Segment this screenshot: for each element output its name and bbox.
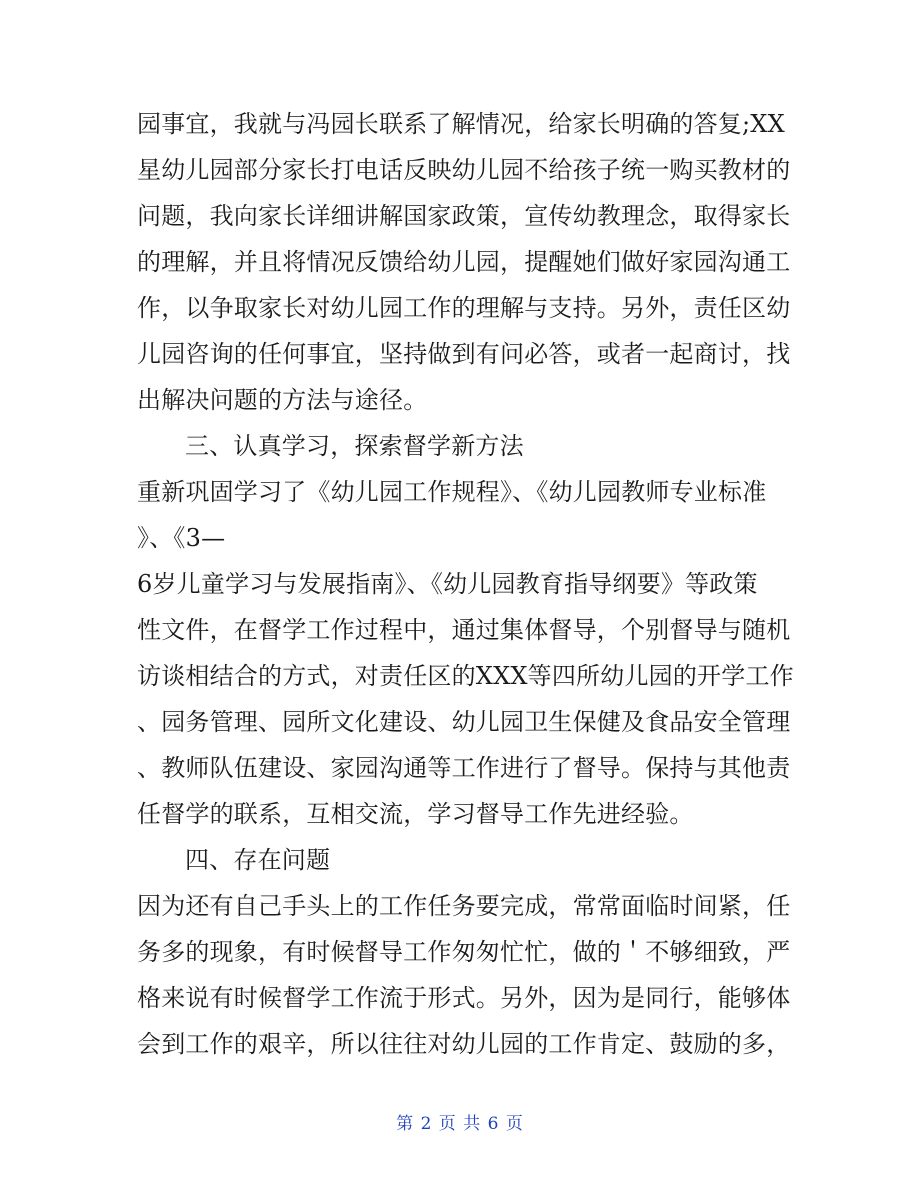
paragraph-line: 星幼儿园部分家长打电话反映幼儿园不给孩子统一购买教材的: [137, 156, 791, 184]
paragraph-line: 、园务管理、园所文化建设、幼儿园卫生保健及食品安全管理: [137, 708, 791, 736]
paragraph-line: 访谈相结合的方式，对责任区的XXX等四所幼儿园的开学工作: [137, 662, 794, 690]
paragraph-line: 出解决问题的方法与途径。: [137, 386, 428, 414]
paragraph-line: 园事宜，我就与冯园长联系了解情况，给家长明确的答复;XX: [137, 110, 785, 138]
paragraph-line: 的理解，并且将情况反馈给幼儿园，提醒她们做好家园沟通工: [137, 248, 791, 276]
paragraph-line: 任督学的联系，互相交流，学习督导工作先进经验。: [137, 800, 694, 828]
section-heading: 三、认真学习，探索督学新方法: [185, 432, 524, 460]
paragraph-line: 儿园咨询的任何事宜，坚持做到有问必答，或者一起商讨，找: [137, 340, 791, 368]
page-number-footer: 第 2 页 共 6 页: [396, 1114, 524, 1134]
paragraph-line: 、教师队伍建设、家园沟通等工作进行了督导。保持与其他责: [137, 754, 791, 782]
paragraph-line: 会到工作的艰辛，所以往往对幼儿园的工作肯定、鼓励的多，: [137, 1030, 791, 1058]
paragraph-line: 重新巩固学习了《幼儿园工作规程》、《幼儿园教师专业标准: [137, 478, 767, 506]
paragraph-line: 格来说有时候督学工作流于形式。另外，因为是同行，能够体: [137, 984, 791, 1012]
paragraph-line: 务多的现象，有时候督导工作匆匆忙忙，做的＇不够细致，严: [137, 938, 791, 966]
paragraph-line: 6岁儿童学习与发展指南》、《幼儿园教育指导纲要》等政策: [137, 570, 758, 598]
paragraph-line: 》、《3—: [137, 524, 226, 552]
paragraph-line: 问题，我向家长详细讲解国家政策，宣传幼教理念，取得家长: [137, 202, 791, 230]
paragraph-line: 因为还有自己手头上的工作任务要完成，常常面临时间紧，任: [137, 892, 791, 920]
section-heading: 四、存在问题: [185, 846, 331, 874]
paragraph-line: 作，以争取家长对幼儿园工作的理解与支持。另外，责任区幼: [137, 294, 791, 322]
paragraph-line: 性文件，在督学工作过程中，通过集体督导，个别督导与随机: [137, 616, 791, 644]
